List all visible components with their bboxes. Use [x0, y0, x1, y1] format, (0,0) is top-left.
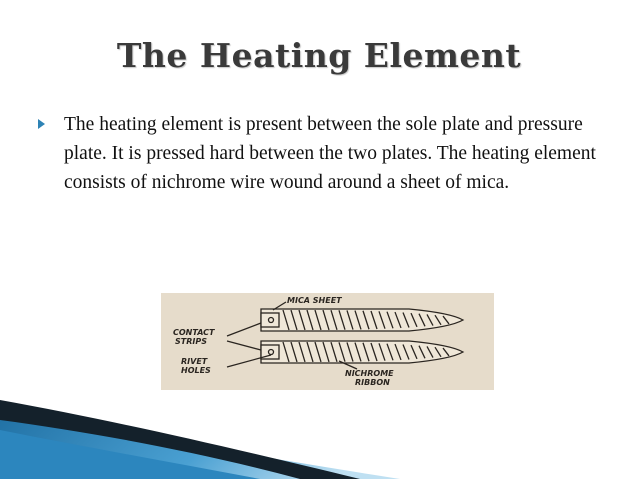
decorative-corner-swoosh	[0, 390, 400, 479]
bullet-item	[38, 110, 598, 197]
label-mica-sheet: MICA SHEET	[287, 296, 342, 305]
heating-element-diagram	[161, 293, 494, 390]
label-rivet-line1: RIVET	[181, 357, 208, 366]
label-contact-line2: STRIPS	[175, 337, 207, 346]
bullet-text: The heating element is present between the sole plate and pressure plate. It is pressed hard between the two plates. The heating element consists of nichrome wire wound around a sheet of mica.	[64, 114, 596, 193]
label-nichrome-line1: NICHROME	[345, 369, 394, 378]
slide-title: The Heating Element	[116, 36, 522, 75]
bullet-arrow-icon	[38, 119, 45, 129]
label-nichrome-line2: RIBBON	[355, 378, 390, 387]
label-rivet-line2: HOLES	[181, 366, 211, 375]
label-contact-line1: CONTACT	[173, 328, 215, 337]
upper-contact-strip	[261, 313, 279, 327]
